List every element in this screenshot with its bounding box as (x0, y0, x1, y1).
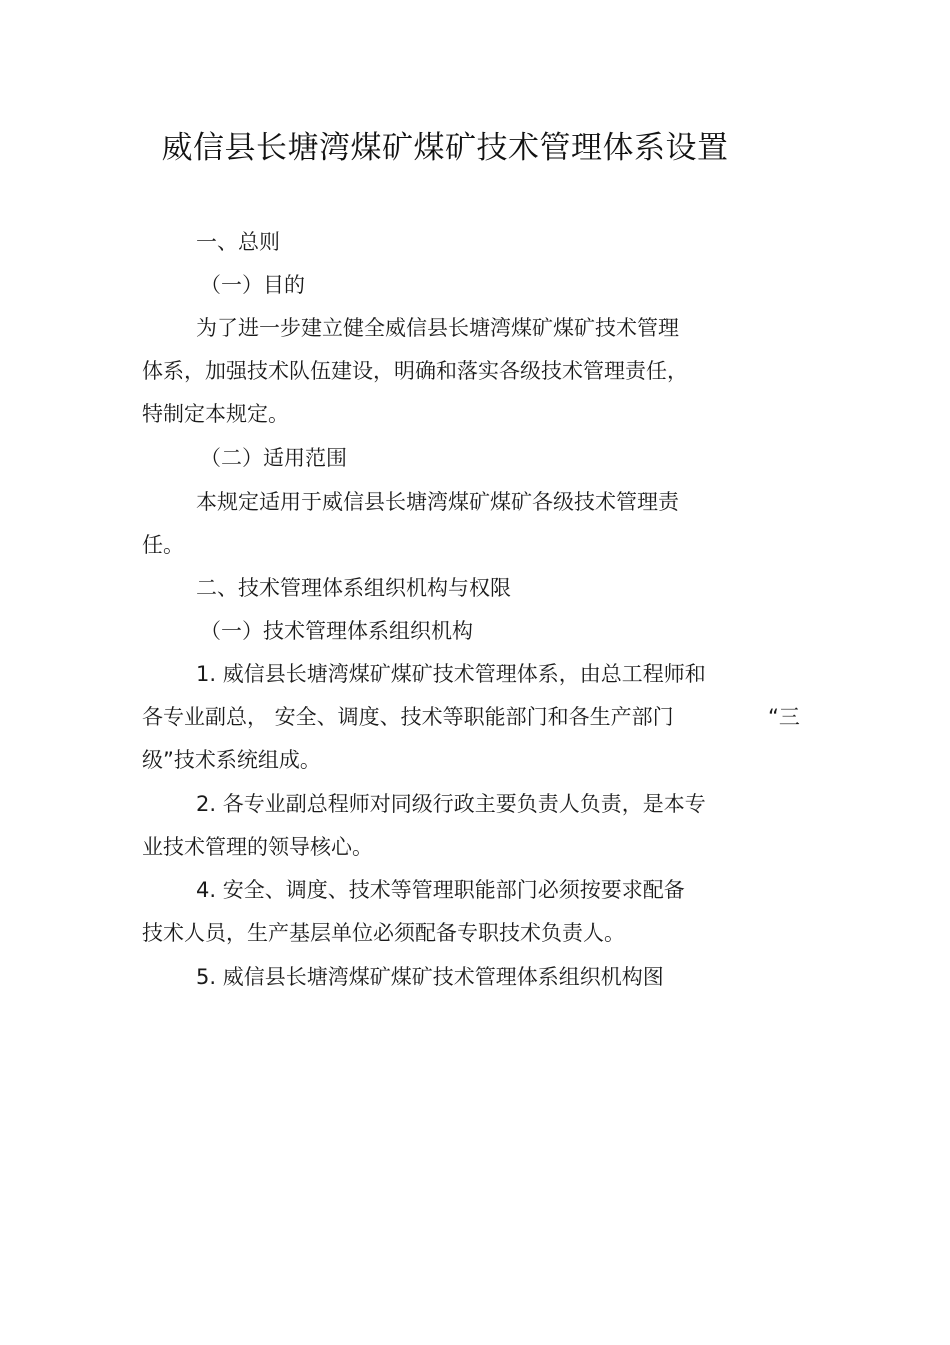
scope-paragraph-line-1: 本规定适用于威信县长塘湾煤矿煤矿各级技术管理责 (196, 490, 679, 514)
item-2-line-1: 2. 各专业副总程师对同级行政主要负责人负责，是本专 (196, 792, 706, 816)
purpose-paragraph-line-3: 特制定本规定。 (142, 402, 289, 426)
document-title: 威信县长塘湾煤矿煤矿技术管理体系设置 (161, 130, 729, 166)
item-1-line-1: 1. 威信县长塘湾煤矿煤矿技术管理体系，由总工程师和 (196, 662, 706, 686)
item-1-line-3: 级”技术系统组成。 (142, 748, 321, 772)
item-4-line-1: 4. 安全、调度、技术等管理职能部门必须按要求配备 (196, 878, 685, 902)
item-5-line-1: 5. 威信县长塘湾煤矿煤矿技术管理体系组织机构图 (196, 965, 664, 989)
item-1-line-2-quote: “三 (768, 705, 800, 729)
subheading-scope: （二）适用范围 (200, 446, 347, 470)
section-heading-general: 一、总则 (196, 230, 280, 254)
subheading-organization: （一）技术管理体系组织机构 (200, 619, 473, 643)
section-heading-organization: 二、技术管理体系组织机构与权限 (196, 576, 511, 600)
subheading-purpose: （一）目的 (200, 273, 305, 297)
scope-paragraph-line-2: 任。 (142, 533, 184, 557)
item-2-line-2: 业技术管理的领导核心。 (142, 835, 373, 859)
purpose-paragraph-line-1: 为了进一步建立健全威信县长塘湾煤矿煤矿技术管理 (196, 316, 679, 340)
item-1-line-2: 各专业副总， 安全、调度、技术等职能部门和各生产部门 (142, 705, 674, 729)
purpose-paragraph-line-2: 体系，加强技术队伍建设，明确和落实各级技术管理责任， (142, 359, 688, 383)
item-4-line-2: 技术人员，生产基层单位必须配备专职技术负责人。 (142, 921, 625, 945)
